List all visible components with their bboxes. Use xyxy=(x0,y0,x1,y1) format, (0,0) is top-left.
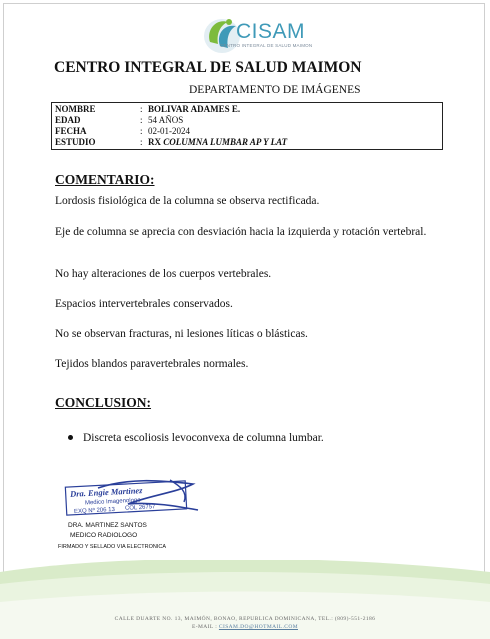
footer-email-label: E-MAIL : xyxy=(191,624,218,630)
study-date: 02-01-2024 xyxy=(148,126,190,136)
stamp-name: Dra. Engie Martinez xyxy=(69,485,143,499)
stamp-title: Medico Imagenologo xyxy=(84,497,141,507)
comentario-heading: COMENTARIO: xyxy=(55,172,155,187)
conclusion-heading: CONCLUSION: xyxy=(55,395,152,410)
patient-label: ESTUDIO xyxy=(55,137,96,147)
doctor-name: DRA. MARTINEZ SANTOS xyxy=(68,522,147,529)
signed-note: FIRMADO Y SELLADO VIA ELECTRONICA xyxy=(58,544,166,550)
comentario-paragraph: Lordosis fisiológica de la columna se observa rectificada. xyxy=(55,195,320,207)
patient-name: BOLIVAR ADAMES E. xyxy=(148,104,241,114)
stamp-col: COL 26757 xyxy=(124,504,156,512)
patient-age: 54 AÑOS xyxy=(148,115,184,125)
patient-row-fecha xyxy=(55,126,442,137)
patient-row-edad xyxy=(55,115,442,126)
footer-email-line xyxy=(0,624,490,630)
comentario-paragraph: No hay alteraciones de los cuerpos vertebrales. xyxy=(55,268,272,280)
page-title: CENTRO INTEGRAL DE SALUD MAIMON xyxy=(54,59,362,76)
colon: : xyxy=(140,137,143,147)
comentario-paragraph: No se observan fracturas, ni lesiones líticas o blásticas. xyxy=(55,328,308,340)
patient-info-box xyxy=(51,102,443,150)
bullet-icon xyxy=(68,435,73,440)
doctor-title: MEDICO RADIOLOGO xyxy=(70,532,138,539)
stamp-exq: EXQ Nº 206 13 xyxy=(73,506,116,516)
logo-wordmark: CISAM xyxy=(236,20,306,43)
patient-label: FECHA xyxy=(55,126,87,136)
page-border xyxy=(3,3,485,636)
logo-subtext: CENTRO INTEGRAL DE SALUD MAIMON xyxy=(220,43,313,48)
comentario-paragraph: Eje de columna se aprecia con desviación hacia la izquierda y rotación vertebral. xyxy=(55,226,427,238)
patient-row-estudio xyxy=(55,137,442,148)
study-name: COLUMNA LUMBAR AP Y LAT xyxy=(163,137,288,147)
footer-address: CALLE DUARTE NO. 13, MAIMÓN, BONAO, REPUBLICA DOMINICANA, TEL.: (809)-551-2186 xyxy=(114,616,376,622)
patient-label: NOMBRE xyxy=(55,104,96,114)
patient-row-nombre xyxy=(55,104,442,115)
comentario-paragraph: Tejidos blandos paravertebrales normales. xyxy=(55,358,249,370)
conclusion-item xyxy=(68,432,324,444)
department-title: DEPARTAMENTO DE IMÁGENES xyxy=(189,84,361,96)
colon: : xyxy=(140,126,143,136)
conclusion-text: Discreta escoliosis levoconvexa de columna lumbar. xyxy=(83,432,324,444)
footer-email-link[interactable]: CISAM.DO@HOTMAIL.COM xyxy=(218,624,298,630)
colon: : xyxy=(140,104,143,114)
colon: : xyxy=(140,115,143,125)
study-prefix: RX xyxy=(148,137,161,147)
comentario-paragraph: Espacios intervertebrales conservados. xyxy=(55,298,233,310)
patient-label: EDAD xyxy=(55,115,81,125)
